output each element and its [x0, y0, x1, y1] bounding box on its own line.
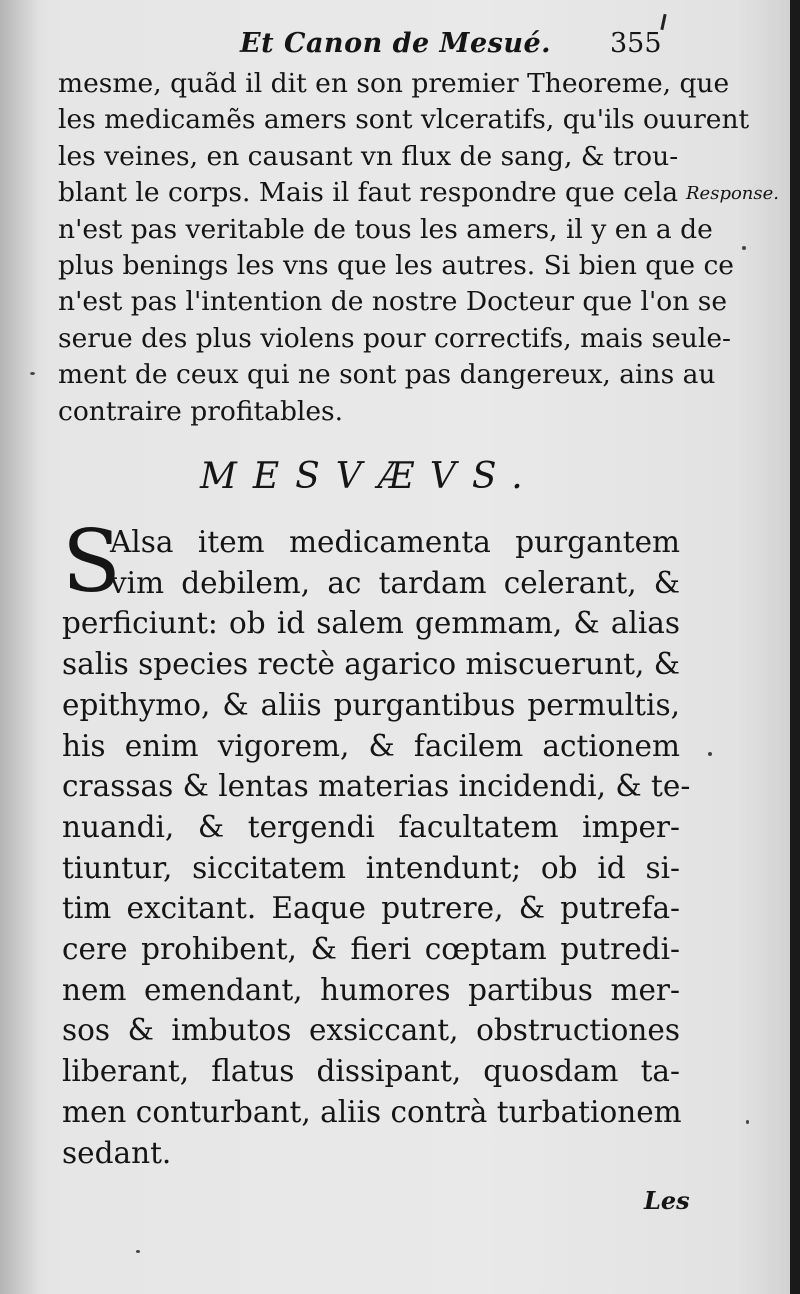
ink-speck: [30, 372, 35, 375]
drop-cap: S: [62, 512, 121, 612]
text-line: les medicamẽs amers sont vlceratifs, qu'ils ouurent: [58, 104, 750, 136]
ink-speck: [742, 246, 746, 250]
text-line: sedant.: [62, 1135, 172, 1170]
text-line: ment de ceux qui ne sont pas dangereux, ains au: [58, 359, 716, 391]
page-number: 355: [610, 28, 662, 59]
page-header: [0, 14, 800, 64]
text-line: n'est pas l'intention de nostre Docteur que l'on se: [58, 286, 728, 318]
running-title: Et Canon de Mesué.: [240, 28, 552, 59]
text-line: men conturbant, aliis contrà turbationem: [62, 1094, 682, 1129]
section-heading: MESVÆVS.: [200, 456, 539, 497]
text-line: liberant, flatus dissipant, quosdam ta-: [62, 1054, 680, 1089]
text-line: sos & imbutos exsiccant, obstructiones: [62, 1013, 680, 1048]
latin-paragraph: [62, 512, 691, 1173]
text-line: his enim vigorem, & facilem actionem: [62, 728, 680, 763]
ink-speck: [136, 1250, 140, 1253]
text-line: les veines, en causant vn flux de sang, & trou-: [58, 140, 679, 172]
ink-speck: [708, 752, 712, 756]
text-line: salis species rectè agarico miscuerunt, &: [62, 647, 681, 682]
text-line: vim debilem, ac tardam celerant, &: [110, 565, 680, 600]
text-line: mesme, quãd il dit en son premier Theoreme, que: [58, 68, 730, 99]
text-line: cere prohibent, & fieri cœptam putredi-: [62, 932, 680, 967]
text-line: nem emendant, humores partibus mer-: [62, 972, 680, 1007]
text-line: contraire profitables.: [58, 395, 344, 427]
text-line: tim excitant. Eaque putrere, & putrefa-: [62, 891, 680, 926]
gutter-shadow: [0, 0, 40, 1294]
text-line: n'est pas veritable de tous les amers, il y en a de: [58, 213, 713, 245]
text-line: tiuntur, siccitatem intendunt; ob id si-: [62, 850, 680, 885]
text-line: serue des plus violens pour correctifs, mais seule-: [58, 322, 731, 354]
text-line: plus benings les vns que les autres. Si bien que ce: [58, 250, 734, 282]
text-line: Alsa item medicamenta purgantem: [110, 525, 680, 559]
catchword: Les: [644, 1186, 690, 1215]
text-line: perficiunt: ob id salem gemmam, & alias: [62, 606, 680, 641]
margin-note: Response.: [686, 183, 780, 204]
text-line: crassas & lentas materias incidendi, & te-: [62, 769, 691, 804]
text-line: epithymo, & aliis purgantibus permultis,: [62, 687, 680, 722]
ink-speck: [746, 1120, 749, 1124]
text-line: nuandi, & tergendi facultatem imper-: [62, 809, 680, 844]
page-edge: [790, 0, 800, 1294]
text-line: blant le corps. Mais il faut respondre que cela: [58, 177, 678, 209]
